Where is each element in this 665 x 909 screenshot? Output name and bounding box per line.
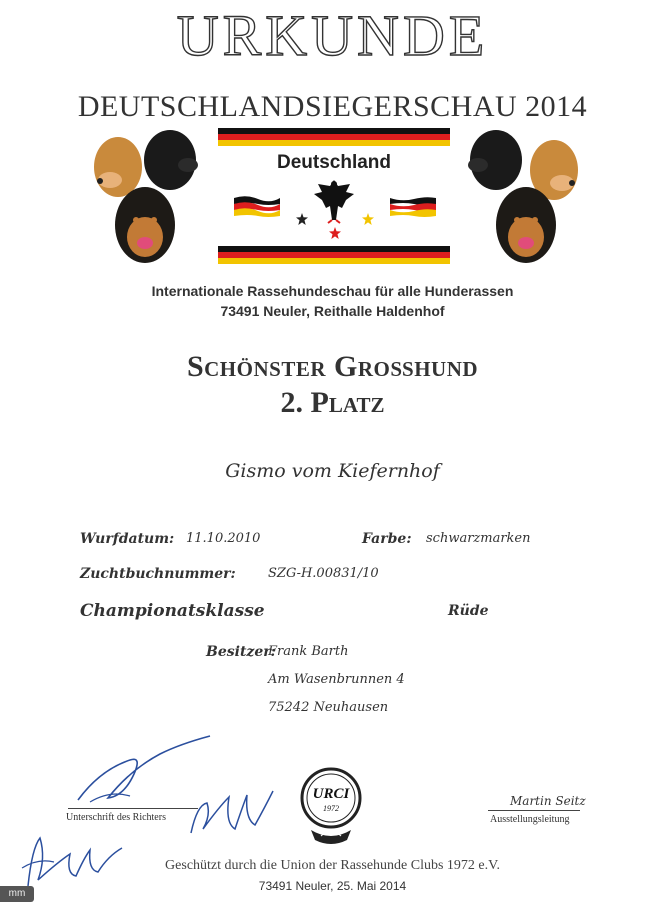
besitzer-ort: 75242 Neuhausen (268, 700, 389, 715)
besitzer-strasse: Am Wasenbrunnen 4 (268, 672, 405, 687)
seal-year: 1972 (323, 804, 339, 813)
urci-seal-icon (297, 766, 365, 848)
manager-caption: Ausstellungsleitung (490, 814, 570, 825)
besitzer-label: Besitzer: (206, 644, 276, 660)
award-place: 2. Platz (280, 386, 385, 419)
farbe-label: Farbe: (362, 531, 412, 547)
star-icon (296, 212, 308, 230)
show-subtitle: DEUTSCHLANDSIEGERSCHAU 2014 (77, 90, 588, 123)
star-icon (329, 226, 341, 244)
certificate-title: URKUNDE (176, 3, 489, 68)
award-title: Schönster Großhund (186, 350, 479, 383)
organizer-line-2: 73491 Neuler, Reithalle Haldenhof (220, 303, 445, 319)
dogs-portrait-right (466, 125, 581, 270)
banner-label: Deutschland (276, 152, 392, 173)
manager-name: Martin Seitz (510, 794, 586, 808)
flag-icon (390, 196, 436, 220)
klasse-value: Championatsklasse (80, 601, 265, 621)
dogs-portrait-left (90, 125, 205, 270)
footer-place-date: 73491 Neuler, 25. Mai 2014 (258, 879, 407, 893)
seal-text: URCI (312, 786, 350, 802)
signature-2 (185, 785, 280, 840)
judge-caption: Unterschrift des Richters (66, 812, 166, 823)
geschlecht-value: Rüde (448, 603, 489, 619)
corner-badge: mm (0, 886, 34, 902)
manager-signature-line (488, 810, 580, 811)
flag-icon (234, 196, 280, 220)
judge-signature-line (68, 808, 198, 809)
germany-banner (218, 124, 450, 270)
wurfdatum-value: 11.10.2010 (186, 531, 261, 546)
zuchtbuch-value: SZG-H.00831/10 (268, 566, 379, 581)
dog-name: Gismo vom Kiefernhof (225, 460, 440, 482)
besitzer-name: Frank Barth (268, 644, 349, 659)
wurfdatum-label: Wurfdatum: (80, 531, 175, 547)
star-icon (362, 212, 374, 230)
organizer-line-1: Internationale Rassehundeschau für alle Hunderassen (151, 283, 514, 299)
footer-union-text: Geschützt durch die Union der Rassehunde Clubs 1972 e.V. (165, 858, 500, 873)
farbe-value: schwarzmarken (426, 531, 531, 546)
eagle-icon (312, 176, 356, 224)
zuchtbuch-label: Zuchtbuchnummer: (80, 566, 236, 582)
